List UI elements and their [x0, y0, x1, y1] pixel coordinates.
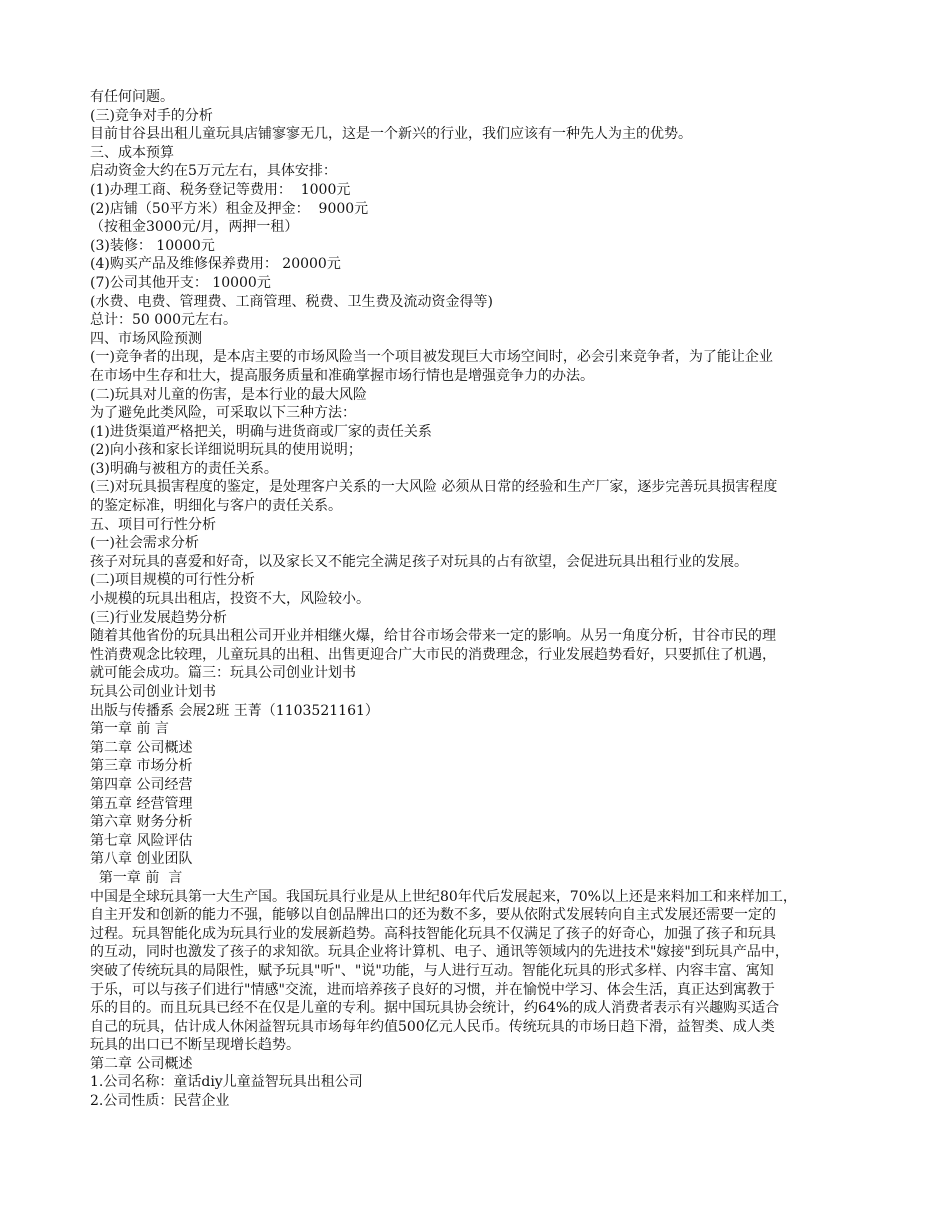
text-line: 2.公司性质：民营企业	[90, 1093, 230, 1110]
text-line: (3)装修： 10000元	[90, 237, 215, 254]
text-line: 有任何问题。	[90, 89, 174, 105]
text-line: (2)向小孩和家长详细说明玩具的使用说明；	[90, 442, 362, 459]
text-line: (三)对玩具损害程度的鉴定，是处理客户关系的一大风险 必须从日常的经验和生产厂家，逐步完善玩具损害程度	[90, 479, 778, 496]
text-line: 的互动，同时也激发了孩子的求知欲。玩具企业将计算机、电子、通讯等领域内的先进技术"嫁接"到玩具产品中，	[90, 944, 789, 961]
text-line: 四、市场风险预测	[90, 330, 202, 347]
text-line: 在市场中生存和壮大，提高服务质量和准确掌握市场行情也是增强竞争力的办法。	[90, 367, 594, 384]
text-line: 自主开发和创新的能力不强，能够以自创品牌出口的还为数不多，要从依附式发展转向自主式发展还需要一定的	[90, 907, 776, 924]
text-line: 第三章 市场分析	[90, 758, 193, 775]
text-line: （按租金3000元/月，两押一租）	[90, 219, 299, 236]
text-line: 第一章 前 言	[90, 721, 169, 738]
text-line: 小规模的玩具出租店，投资不大，风险较小。	[90, 591, 370, 608]
text-line: (7)公司其他开支： 10000元	[90, 274, 271, 291]
text-line: (水费、电费、管理费、工商管理、税费、卫生费及流动资金得等)	[90, 293, 493, 310]
text-line: (1)进货渠道严格把关，明确与进货商或厂家的责任关系	[90, 423, 432, 440]
text-line: (三)行业发展趋势分析	[90, 609, 227, 626]
text-line: 自己的玩具，估计成人休闲益智玩具市场每年约值500亿元人民币。传统玩具的市场日趋下滑，益智类、成人类	[90, 1018, 775, 1035]
text-line: 第二章 公司概述	[90, 739, 193, 756]
text-line: 就可能会成功。篇三：玩具公司创业计划书	[90, 665, 356, 682]
text-line: (一)竞争者的出现，是本店主要的市场风险当一个项目被发现巨大市场空间时，必会引来竞争者，为了能让企业	[90, 349, 773, 366]
text-line: (二)玩具对儿童的伤害，是本行业的最大风险	[90, 386, 367, 403]
text-line: 三、成本预算	[90, 144, 174, 161]
document-page	[90, 88, 870, 1111]
text-line: 总计：50 000元左右。	[90, 312, 237, 329]
text-line: 的鉴定标准，明细化与客户的责任关系。	[90, 498, 342, 515]
text-line: 随着其他省份的玩具出租公司开业并相继火爆，给甘谷市场会带来一定的影响。从另一角度分析，甘谷市民的理	[90, 628, 776, 645]
text-line: 于乐，可以与孩子们进行"情感"交流，进而培养孩子良好的习惯，并在愉悦中学习、体会生活，真正达到寓教于	[90, 981, 775, 998]
text-line: (4)购买产品及维修保养费用： 20000元	[90, 256, 341, 273]
text-line: 第八章 创业团队	[90, 851, 193, 868]
text-line: 1.公司名称：童话diy儿童益智玩具出租公司	[90, 1074, 363, 1091]
text-line: 玩具的出口已不断呈现增长趋势。	[90, 1037, 300, 1054]
text-line: (三)竞争对手的分析	[90, 107, 213, 124]
text-line: 过程。玩具智能化成为玩具行业的发展新趋势。高科技智能化玩具不仅满足了孩子的好奇心，加强了孩子和玩具	[90, 925, 776, 942]
text-line: 第二章 公司概述	[90, 1055, 193, 1072]
text-line: 孩子对玩具的喜爱和好奇，以及家长又不能完全满足孩子对玩具的占有欲望，会促进玩具出租行业的发展。	[90, 553, 748, 570]
text-line: 第一章 前 言	[90, 869, 183, 886]
text-line: 第四章 公司经营	[90, 776, 193, 793]
text-line: 第五章 经营管理	[90, 795, 193, 812]
text-line: 出版与传播系 会展2班 王菁（1103521161）	[90, 702, 379, 719]
text-line: 乐的目的。而且玩具已经不在仅是儿童的专利。据中国玩具协会统计，约64%的成人消费者表示有兴趣购买适合	[90, 1000, 780, 1017]
text-line: (1)办理工商、税务登记等费用： 1000元	[90, 181, 351, 198]
text-line: 第七章 风险评估	[90, 832, 193, 849]
text-line: 第六章 财务分析	[90, 814, 193, 831]
text-line: (二)项目规模的可行性分析	[90, 572, 255, 589]
text-line: (2)店铺（50平方米）租金及押金： 9000元	[90, 200, 369, 217]
text-line: 性消费观念比较理，儿童玩具的出租、出售更迎合广大市民的消费理念，行业发展趋势看好，只要抓住了机遇，	[90, 646, 776, 663]
text-line: 玩具公司创业计划书	[90, 684, 216, 700]
text-line: 启动资金大约在5万元左右，具体安排：	[90, 163, 337, 180]
text-line: (一)社会需求分析	[90, 535, 199, 552]
text-line: 为了避免此类风险，可采取以下三种方法：	[90, 405, 356, 422]
text-line: 突破了传统玩具的局限性，赋予玩具"听"、"说"功能，与人进行互动。智能化玩具的形式多样、内容丰富、寓知	[90, 962, 774, 979]
text-line: (3)明确与被租方的责任关系。	[90, 460, 278, 477]
text-line: 目前甘谷县出租儿童玩具店铺寥寥无几，这是一个新兴的行业，我们应该有一种先人为主的优势。	[90, 126, 692, 143]
text-line: 中国是全球玩具第一大生产国。我国玩具行业是从上世纪80年代后发展起来，70%以上还是来料加工和来样加工，	[90, 888, 797, 905]
text-line: 五、项目可行性分析	[90, 516, 216, 533]
